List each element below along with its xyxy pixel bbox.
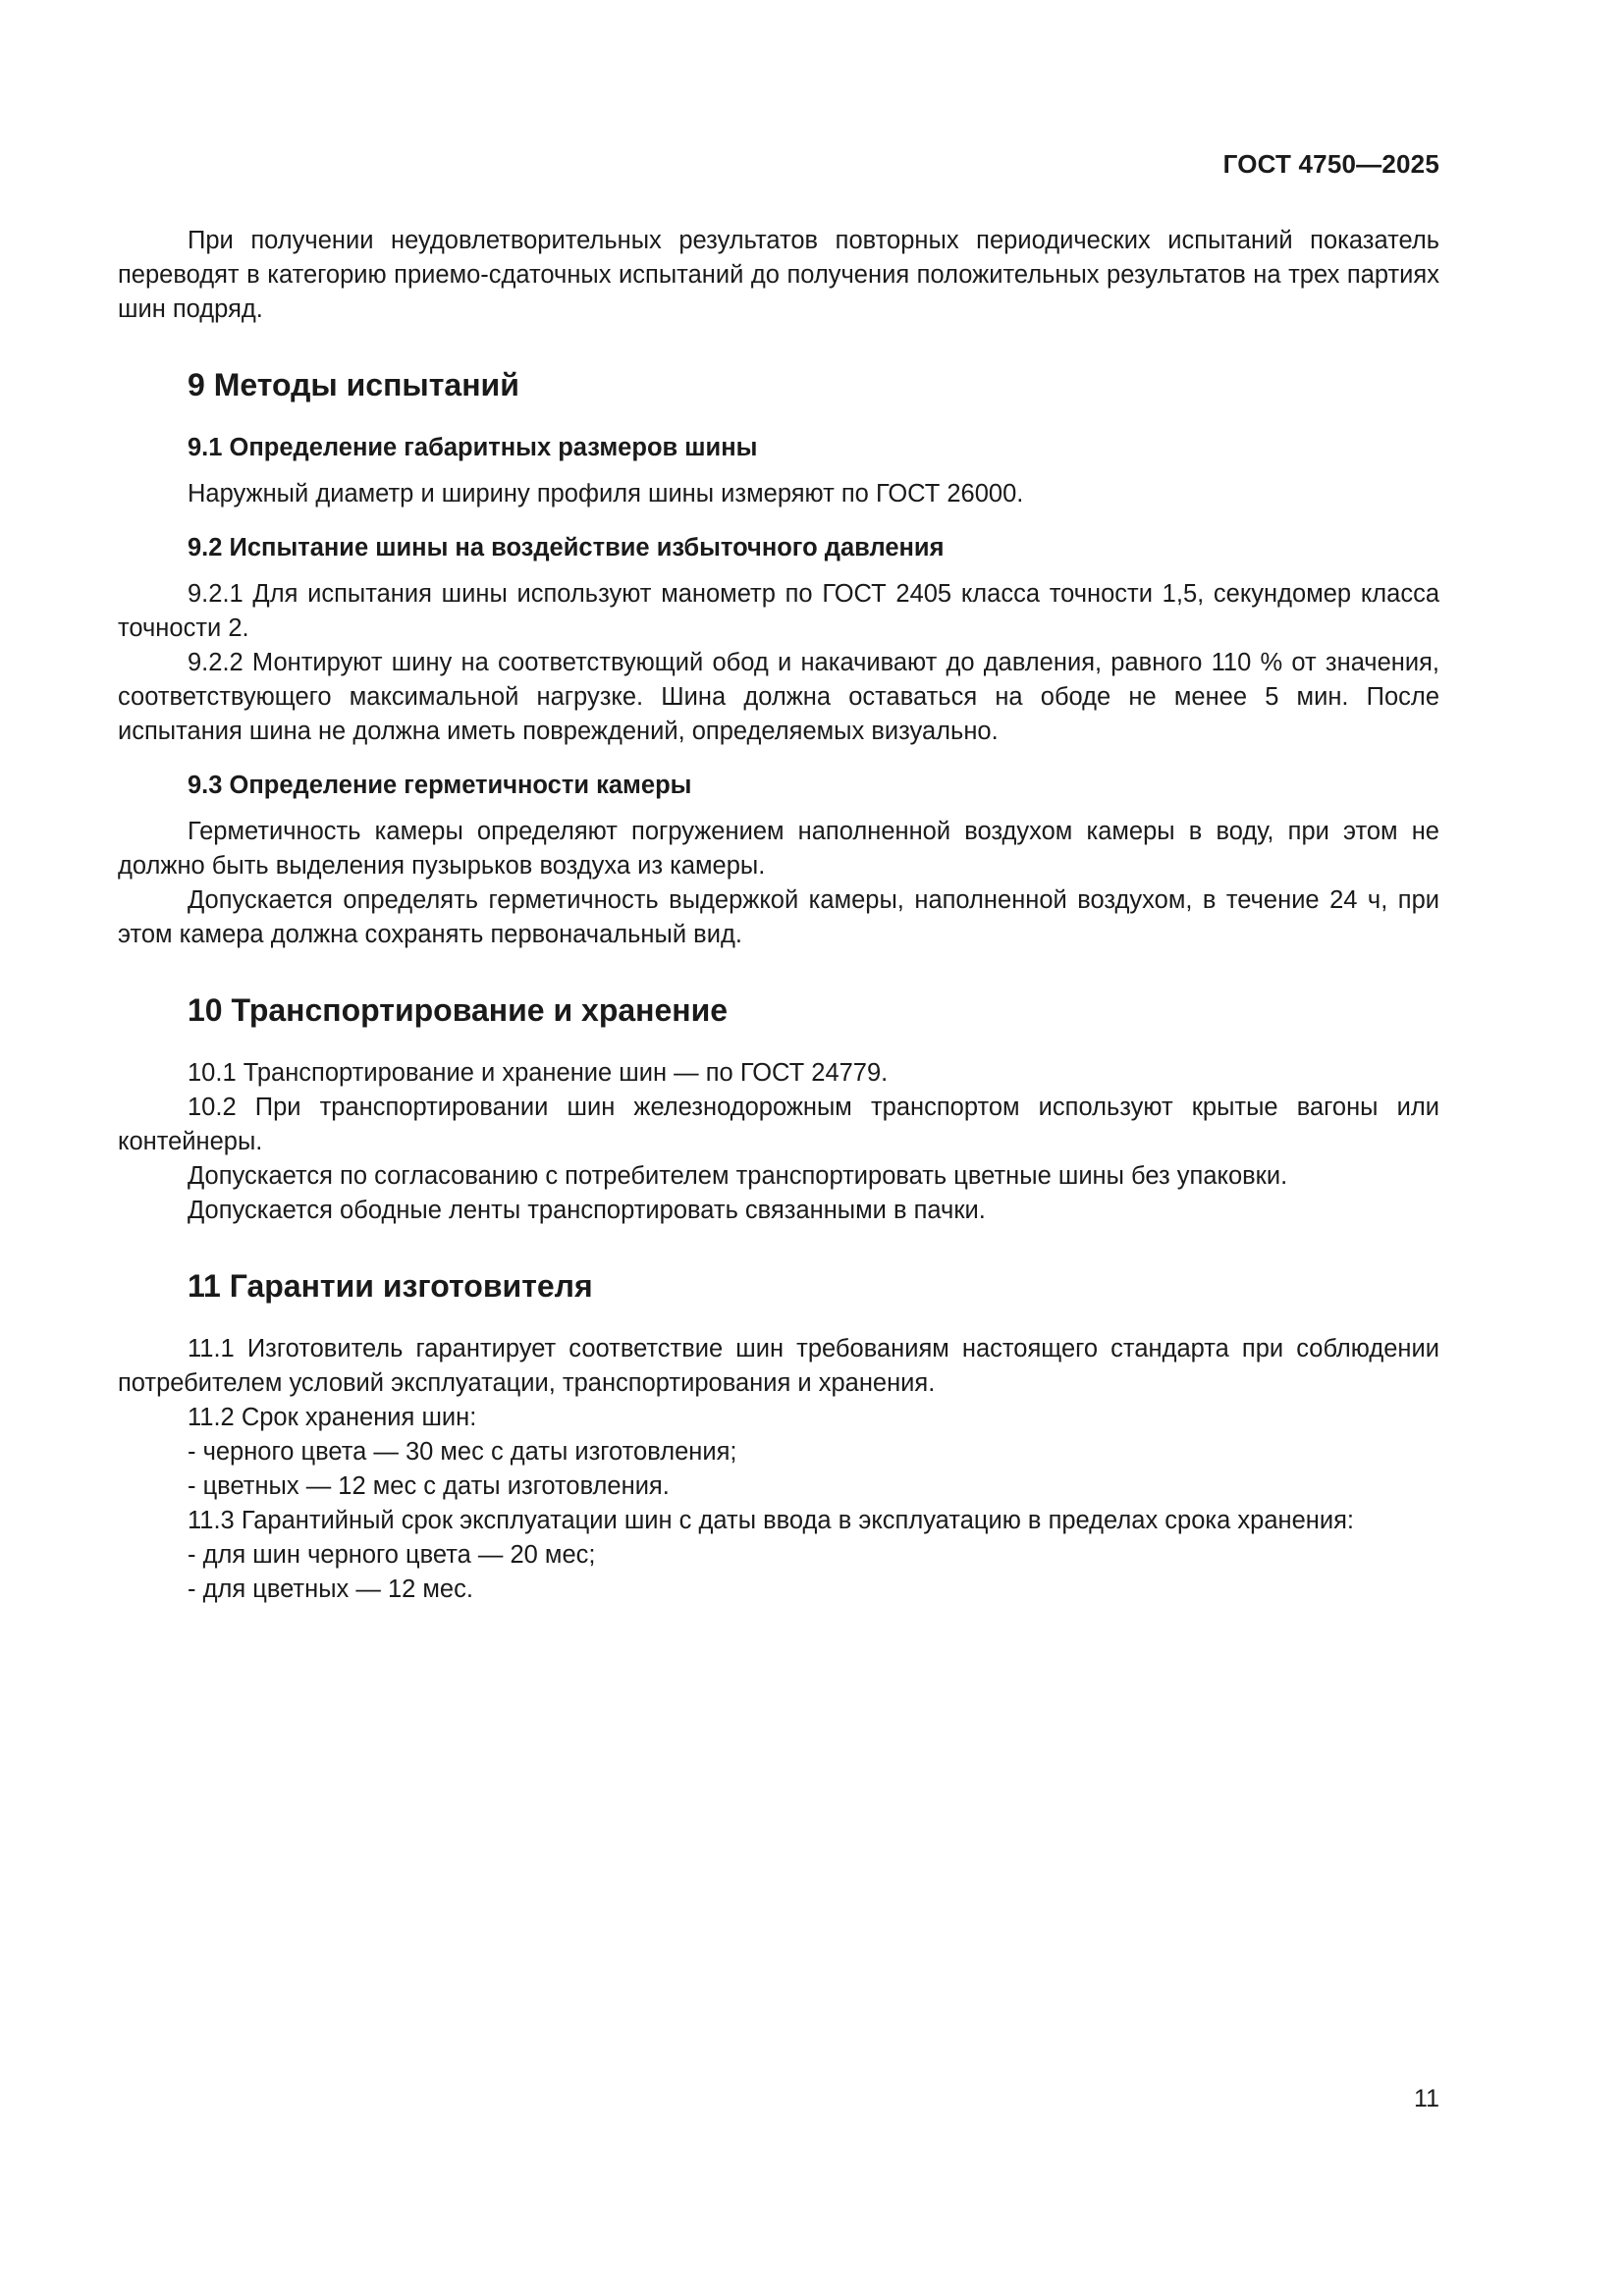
document-header: ГОСТ 4750—2025 xyxy=(1222,149,1439,179)
section-11-3-text: 11.3 Гарантийный срок эксплуатации шин с даты ввода в эксплуатацию в пределах срока хранения: xyxy=(188,1507,1354,1534)
intro-paragraph: При получении неудовлетворительных результатов повторных периодических испытаний показатель переводят в категорию приемо-сдаточных испытаний до получения положительных результатов на трех партиях шин подряд. xyxy=(118,227,1439,323)
section-10-2-text: 10.2 При транспортировании шин железнодорожным транспортом используют крытые вагоны или контейнеры. xyxy=(118,1094,1439,1155)
section-9-2-title: 9.2 Испытание шины на воздействие избыточного давления xyxy=(188,534,945,561)
section-9-3-title: 9.3 Определение герметичности камеры xyxy=(188,772,692,799)
section-9-1-title: 9.1 Определение габаритных размеров шины xyxy=(188,434,758,461)
list-item: - цветных — 12 мес с даты изготовления. xyxy=(188,1472,670,1500)
section-9-3-text-2: Допускается определять герметичность выдержкой камеры, наполненной воздухом, в течение 24 ч, при этом камера должна сохранять первоначальный вид. xyxy=(118,886,1439,948)
section-9-title: 9 Методы испытаний xyxy=(188,367,519,402)
page-number: 11 xyxy=(1414,2085,1439,2112)
section-10-1-text: 10.1 Транспортирование и хранение шин — по ГОСТ 24779. xyxy=(188,1059,889,1087)
section-10-title: 10 Транспортирование и хранение xyxy=(188,992,729,1028)
section-11-title: 11 Гарантии изготовителя xyxy=(188,1268,593,1304)
list-item: - черного цвета — 30 мес с даты изготовления; xyxy=(188,1438,737,1466)
section-9-2-2-text: 9.2.2 Монтируют шину на соответствующий обод и накачивают до давления, равного 110 % от значения, соответствующего максимальной нагрузке. Шина должна оставаться на ободе не менее 5 мин. После испытания шина не должна иметь повреждений, определяемых визуально. xyxy=(118,649,1439,745)
list-item: - для шин черного цвета — 20 мес; xyxy=(188,1541,596,1569)
section-9-2-1-text: 9.2.1 Для испытания шины используют манометр по ГОСТ 2405 класса точности 1,5, секундомер класса точности 2. xyxy=(118,580,1439,642)
page-content xyxy=(118,224,1439,1607)
section-11-2-text: 11.2 Срок хранения шин: xyxy=(188,1404,477,1431)
section-11-1-text: 11.1 Изготовитель гарантирует соответствие шин требованиям настоящего стандарта при соблюдении потребителем условий эксплуатации, транспортирования и хранения. xyxy=(118,1335,1439,1397)
section-9-1-text: Наружный диаметр и ширину профиля шины измеряют по ГОСТ 26000. xyxy=(188,480,1024,507)
section-10-text-4: Допускается ободные ленты транспортировать связанными в пачки. xyxy=(188,1197,986,1224)
section-10-text-3: Допускается по согласованию с потребителем транспортировать цветные шины без упаковки. xyxy=(188,1162,1288,1190)
list-item: - для цветных — 12 мес. xyxy=(188,1575,473,1603)
section-9-3-text-1: Герметичность камеры определяют погружением наполненной воздухом камеры в воду, при этом не должно быть выделения пузырьков воздуха из камеры. xyxy=(118,818,1439,880)
